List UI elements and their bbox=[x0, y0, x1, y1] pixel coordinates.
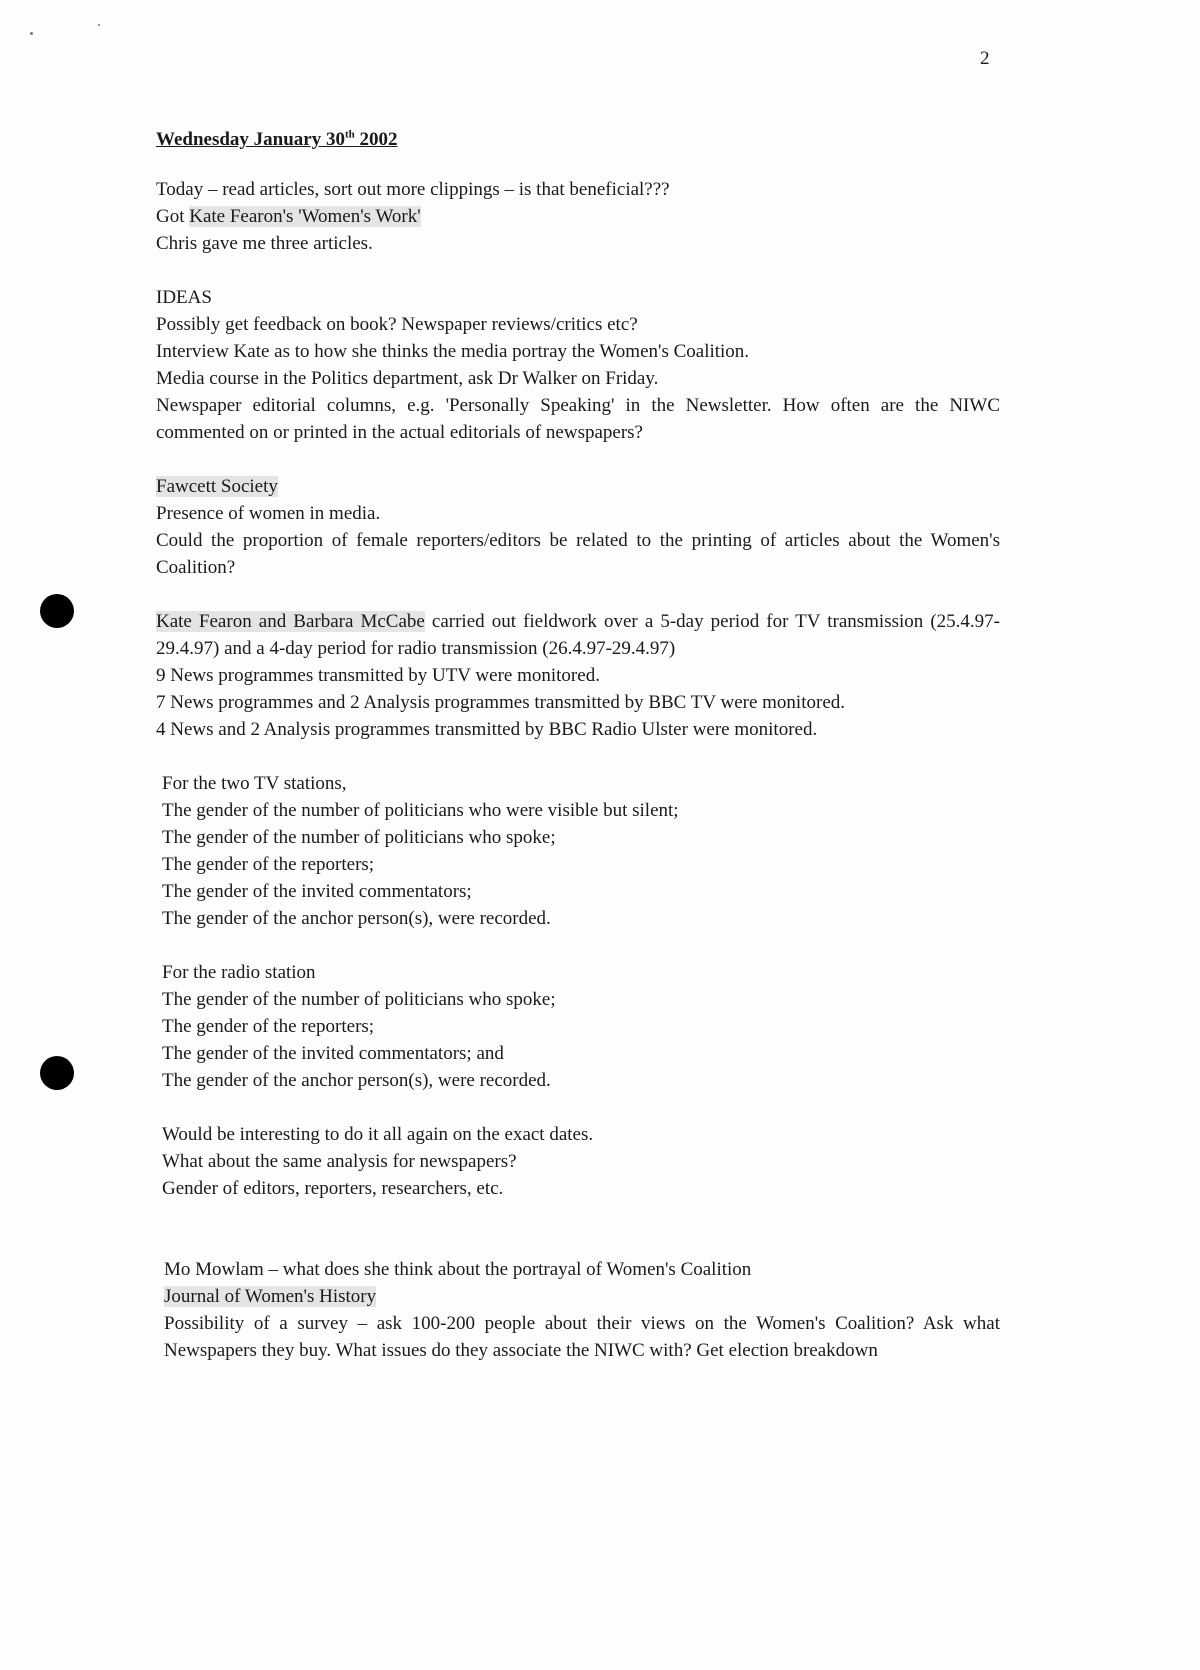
fieldwork-item: 7 News programmes and 2 Analysis programmes transmitted by BBC TV were monitored. bbox=[156, 692, 846, 713]
fawcett-line: Could the proportion of female reporters/editors be related to the printing of articles about the Women's Coalition? bbox=[156, 530, 1000, 578]
fieldwork-paragraph bbox=[156, 608, 1000, 662]
fieldwork-text: carried out fieldwork over a 5-day period for TV transmission (25.4.97-29.4.97) and a 4-day period for radio transmission (26.4.97-29.4.97) bbox=[156, 611, 1000, 659]
survey-paragraph: Possibility of a survey – ask 100-200 people about their views on the Women's Coalition? Ask what Newspapers they buy. What issues do they associate the NIWC with? Get election breakdown bbox=[164, 1313, 1000, 1361]
punch-hole bbox=[40, 594, 74, 628]
intro-notes bbox=[156, 176, 1000, 257]
highlighted-authors: Kate Fearon and Barbara McCabe bbox=[156, 611, 425, 632]
date-heading-year: 2002 bbox=[354, 129, 398, 150]
tv-criteria-item: The gender of the anchor person(s), were recorded. bbox=[162, 908, 551, 929]
punch-hole bbox=[40, 1056, 74, 1090]
idea-item: Interview Kate as to how she thinks the media portray the Women's Coalition. bbox=[156, 341, 750, 362]
fieldwork-item: 4 News and 2 Analysis programmes transmitted by BBC Radio Ulster were monitored. bbox=[156, 719, 818, 740]
idea-item: Media course in the Politics department, ask Dr Walker on Friday. bbox=[156, 368, 659, 389]
tv-stations-title: For the two TV stations, bbox=[162, 773, 347, 794]
followup-section bbox=[156, 1121, 1000, 1202]
closing-section bbox=[156, 1256, 1000, 1364]
tv-criteria-item: The gender of the number of politicians who were visible but silent; bbox=[162, 800, 679, 821]
followup-item: Would be interesting to do it all again on the exact dates. bbox=[162, 1124, 594, 1145]
radio-station-title: For the radio station bbox=[162, 962, 316, 983]
intro-line bbox=[156, 203, 1000, 230]
idea-item: Possibly get feedback on book? Newspaper reviews/critics etc? bbox=[156, 314, 638, 335]
date-heading-day: Wednesday January 30 bbox=[156, 129, 345, 150]
radio-station-section bbox=[156, 959, 1000, 1094]
fawcett-title: Fawcett Society bbox=[156, 476, 278, 497]
followup-item: What about the same analysis for newspapers? bbox=[162, 1151, 517, 1172]
radio-criteria-item: The gender of the invited commentators; and bbox=[162, 1043, 504, 1064]
ideas-title: IDEAS bbox=[156, 287, 212, 308]
document-body bbox=[156, 126, 1000, 1391]
radio-criteria-item: The gender of the number of politicians who spoke; bbox=[162, 989, 556, 1010]
fieldwork-section bbox=[156, 608, 1000, 743]
tv-stations-section bbox=[156, 770, 1000, 932]
tv-criteria-item: The gender of the number of politicians who spoke; bbox=[162, 827, 556, 848]
intro-line: Today – read articles, sort out more clippings – is that beneficial??? bbox=[156, 179, 670, 200]
intro-line-prefix: Got bbox=[156, 206, 190, 227]
scan-speck bbox=[30, 32, 33, 35]
ideas-section bbox=[156, 284, 1000, 446]
page-number: 2 bbox=[980, 48, 990, 69]
followup-item: Gender of editors, reporters, researchers, etc. bbox=[162, 1178, 504, 1199]
highlighted-book-title: Kate Fearon's 'Women's Work' bbox=[189, 206, 421, 227]
scan-speck bbox=[98, 24, 100, 26]
tv-criteria-item: The gender of the invited commentators; bbox=[162, 881, 472, 902]
highlighted-journal: Journal of Women's History bbox=[164, 1286, 377, 1307]
radio-criteria-item: The gender of the reporters; bbox=[162, 1016, 375, 1037]
fawcett-line: Presence of women in media. bbox=[156, 503, 381, 524]
closing-line: Mo Mowlam – what does she think about the portrayal of Women's Coalition bbox=[164, 1259, 752, 1280]
fieldwork-item: 9 News programmes transmitted by UTV were monitored. bbox=[156, 665, 600, 686]
fawcett-section bbox=[156, 473, 1000, 581]
date-heading-suffix: th bbox=[344, 128, 355, 141]
idea-item: Newspaper editorial columns, e.g. 'Personally Speaking' in the Newsletter. How often are the NIWC commented on or printed in the actual editorials of newspapers? bbox=[156, 395, 1000, 443]
date-heading bbox=[156, 126, 1000, 153]
radio-criteria-item: The gender of the anchor person(s), were recorded. bbox=[162, 1070, 551, 1091]
tv-criteria-item: The gender of the reporters; bbox=[162, 854, 375, 875]
intro-line: Chris gave me three articles. bbox=[156, 233, 373, 254]
